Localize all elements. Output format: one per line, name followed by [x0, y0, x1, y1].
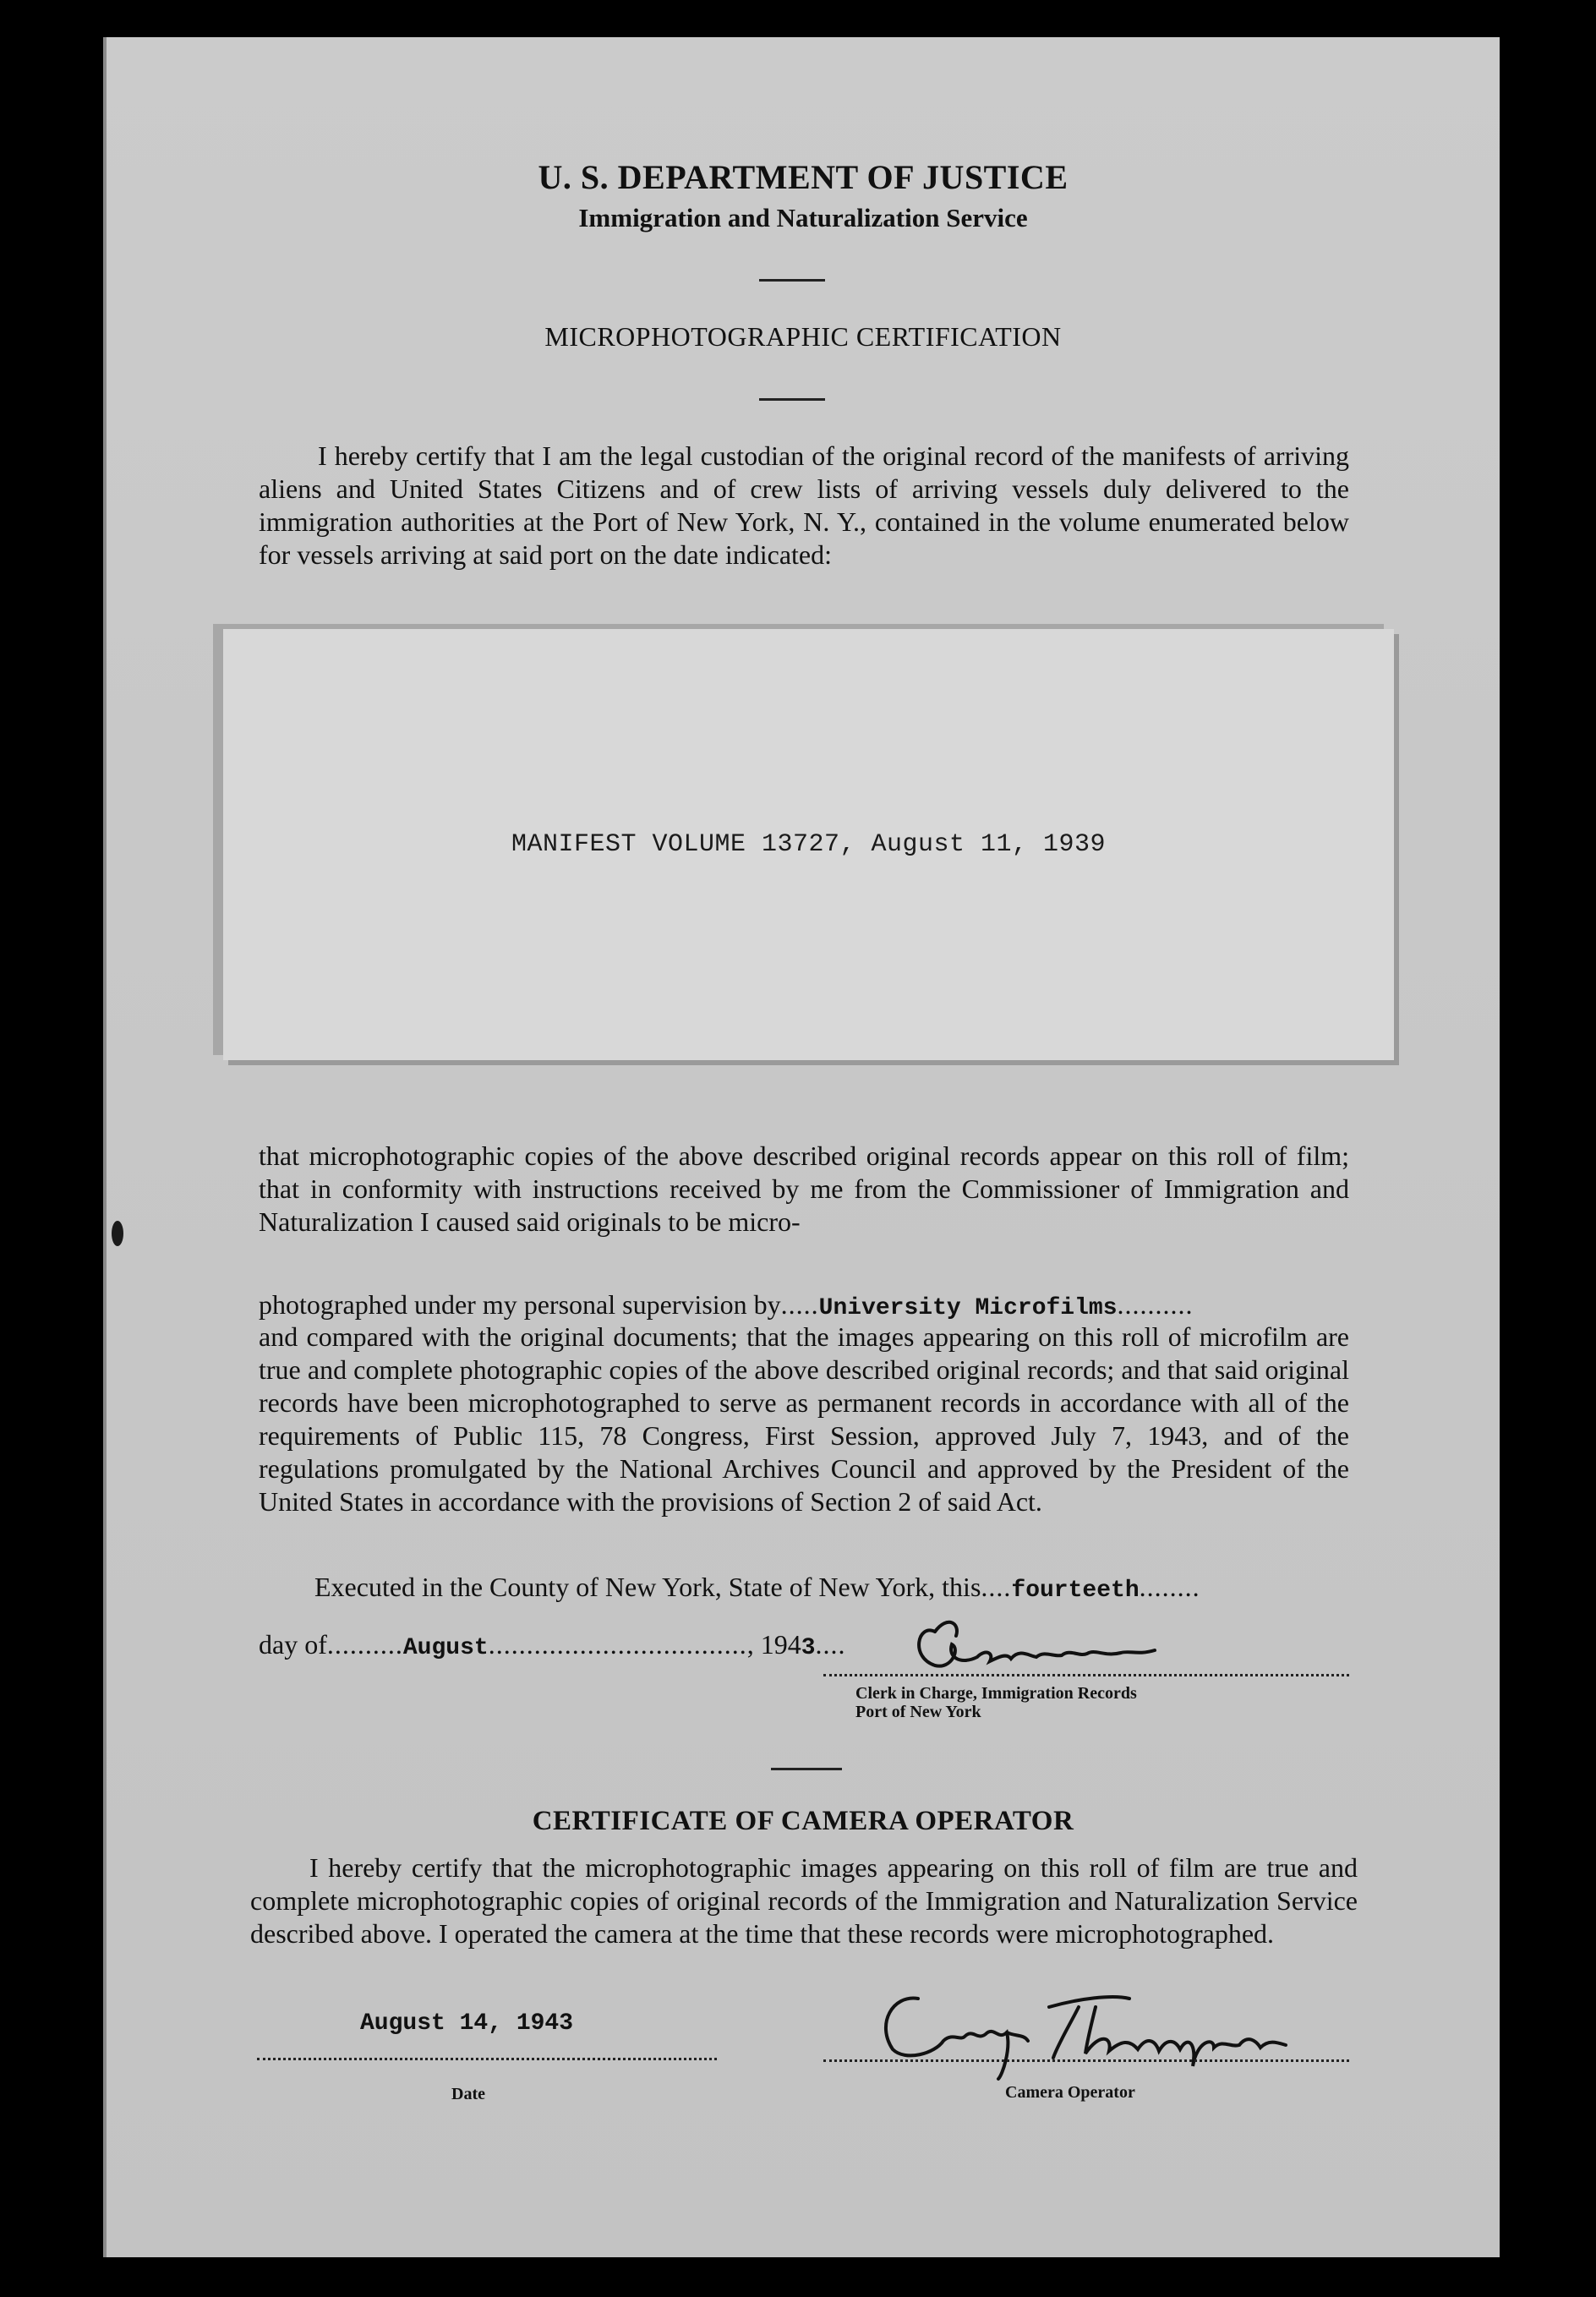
camera-operator-statement: I hereby certify that the microphotographic images appearing on this roll of film are true and complete microphotographic copies of original records of the Immigration and Naturalization Service described above. I operated the camera at the time that these records were microphotographed. [250, 1852, 1358, 1949]
camera-operator-title: CERTIFICATE OF CAMERA OPERATOR [532, 1806, 1074, 1836]
operator-signature-line [823, 2059, 1349, 2062]
day-of-label: day of [259, 1629, 327, 1660]
body-paragraph-part2: and compared with the original documents; that the images appearing on this roll of microfilm are true and complete photographic copies of the above described original records; and that said original records have been microphotographed to serve as permanent records in accordance with all of the requirements of Public 115, 78 Congress, First Session, approved July 7, 1943, and of the regulations promulgated by the National Archives Council and approved by the President of the United States in accordance with the provisions of Section 2 of said Act. [259, 1321, 1349, 1517]
supervisor-name: University Microfilms [818, 1295, 1118, 1321]
execution-year-prefix: , 194 [746, 1629, 801, 1660]
operator-date-value: August 14, 1943 [360, 2010, 574, 2037]
intro-paragraph: I hereby certify that I am the legal custodian of the original record of the manifests of arriving aliens and United States Citizens and of crew lists of arriving vessels duly delivered to the immigration authorities at the Port of New York, N. Y., contained in the volume enumerated below for vessels arriving at said port on the date indicated: [259, 440, 1349, 570]
execution-month: August [402, 1635, 489, 1661]
edge-blemish [112, 1221, 123, 1246]
operator-date-label: Date [451, 2085, 485, 2103]
manifest-volume-text: MANIFEST VOLUME 13727, August 11, 1939 [511, 830, 1107, 859]
operator-label: Camera Operator [1005, 2083, 1135, 2102]
execution-line: Executed in the County of New York, State of New York, this....fourteeth........ [259, 1571, 1349, 1607]
agency-title: U. S. DEPARTMENT OF JUSTICE [538, 158, 1069, 196]
supervision-prefix: photographed under my personal supervision by [259, 1289, 781, 1320]
sub-agency-title: Immigration and Naturalization Service [578, 203, 1028, 232]
execution-year-digit: 3 [801, 1635, 816, 1661]
operator-date-line [257, 2058, 717, 2060]
clerk-signature-line [823, 1674, 1349, 1676]
certification-title: MICROPHOTOGRAPHIC CERTIFICATION [544, 321, 1062, 352]
execution-prefix: Executed in the County of New York, State of New York, this [314, 1572, 981, 1602]
clerk-title: Clerk in Charge, Immigration Records [855, 1684, 1137, 1703]
camera-operator-signature [859, 1973, 1315, 2083]
date-of-execution-line: day of..........August.................................., 1943.... [259, 1629, 846, 1661]
divider-middle [759, 398, 825, 401]
divider-bottom [771, 1768, 842, 1770]
manifest-card [223, 629, 1394, 1060]
clerk-office: Port of New York [855, 1703, 981, 1721]
divider-top [759, 279, 825, 282]
clerk-signature [901, 1606, 1172, 1682]
execution-day: fourteeth [1011, 1578, 1140, 1604]
supervision-line: photographed under my personal supervision by.....University Microfilms.......... [259, 1289, 1194, 1321]
certificate-page [103, 37, 1500, 2257]
body-paragraph-part1: that microphotographic copies of the above described original records appear on this roll of film; that in conformity with instructions received by me from the Commissioner of Immigration and Naturalization I caused said originals to be micro- [259, 1140, 1349, 1237]
